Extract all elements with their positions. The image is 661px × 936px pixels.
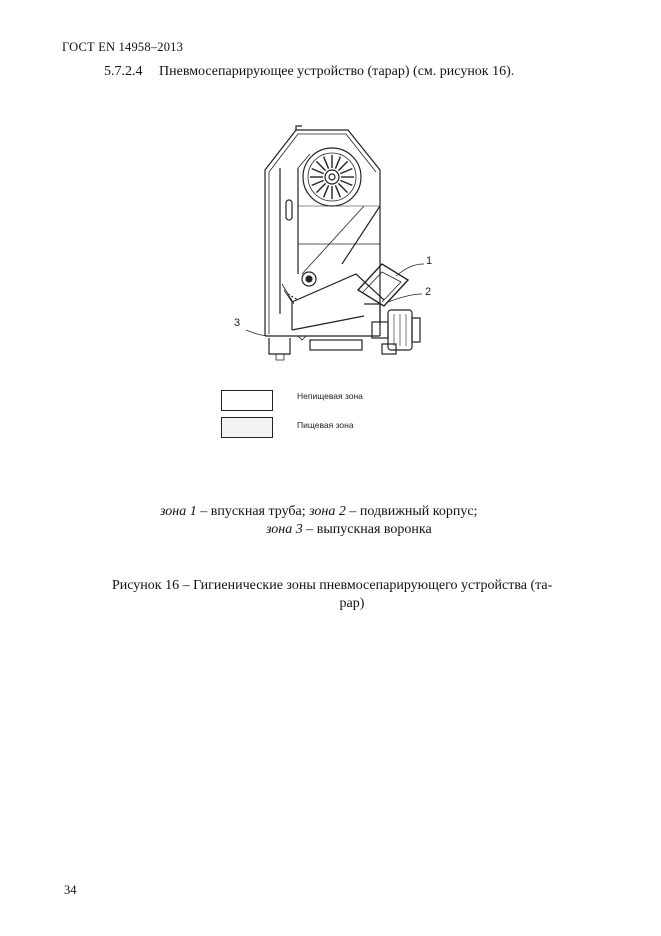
section-title: Пневмосепарирующее устройство (тарар) (см. рисунок 16).: [159, 64, 515, 79]
figure-title-line-1: Рисунок 16 – Гигиенические зоны пневмосепарирующего устройства (та-: [112, 578, 553, 593]
zone-caption-line-2: [266, 522, 432, 538]
zone-2-text: – подвижный корпус;: [345, 504, 478, 519]
legend-swatch-food: [221, 417, 273, 438]
legend-swatch-nonfood: [221, 390, 273, 411]
separator-drawing: [232, 124, 442, 369]
fan-icon: [303, 148, 361, 206]
legend-label-nonfood: Непищевая зона: [297, 391, 363, 401]
zone-caption-line-1: [160, 504, 477, 520]
legend-label-food: Пищевая зона: [297, 420, 354, 430]
zone-3-text: – выпускная воронка: [302, 522, 432, 537]
zone-1-label: зона 1: [160, 504, 197, 519]
section-number: 5.7.2.4: [104, 64, 143, 79]
figure-title: [112, 577, 612, 613]
page-number: 34: [64, 883, 77, 897]
callout-3: 3: [234, 317, 241, 329]
figure-title-line-2: рар): [339, 596, 365, 611]
zone-2-label: зона 2: [309, 504, 346, 519]
zone-3-label: зона 3: [266, 522, 303, 537]
callout-1: 1: [426, 255, 433, 267]
motor-icon: [372, 310, 420, 354]
zone-1-text: – впускная труба;: [196, 504, 310, 519]
document-header: ГОСТ EN 14958–2013: [62, 40, 184, 54]
section-heading: [104, 64, 514, 80]
callout-2: 2: [425, 286, 432, 298]
